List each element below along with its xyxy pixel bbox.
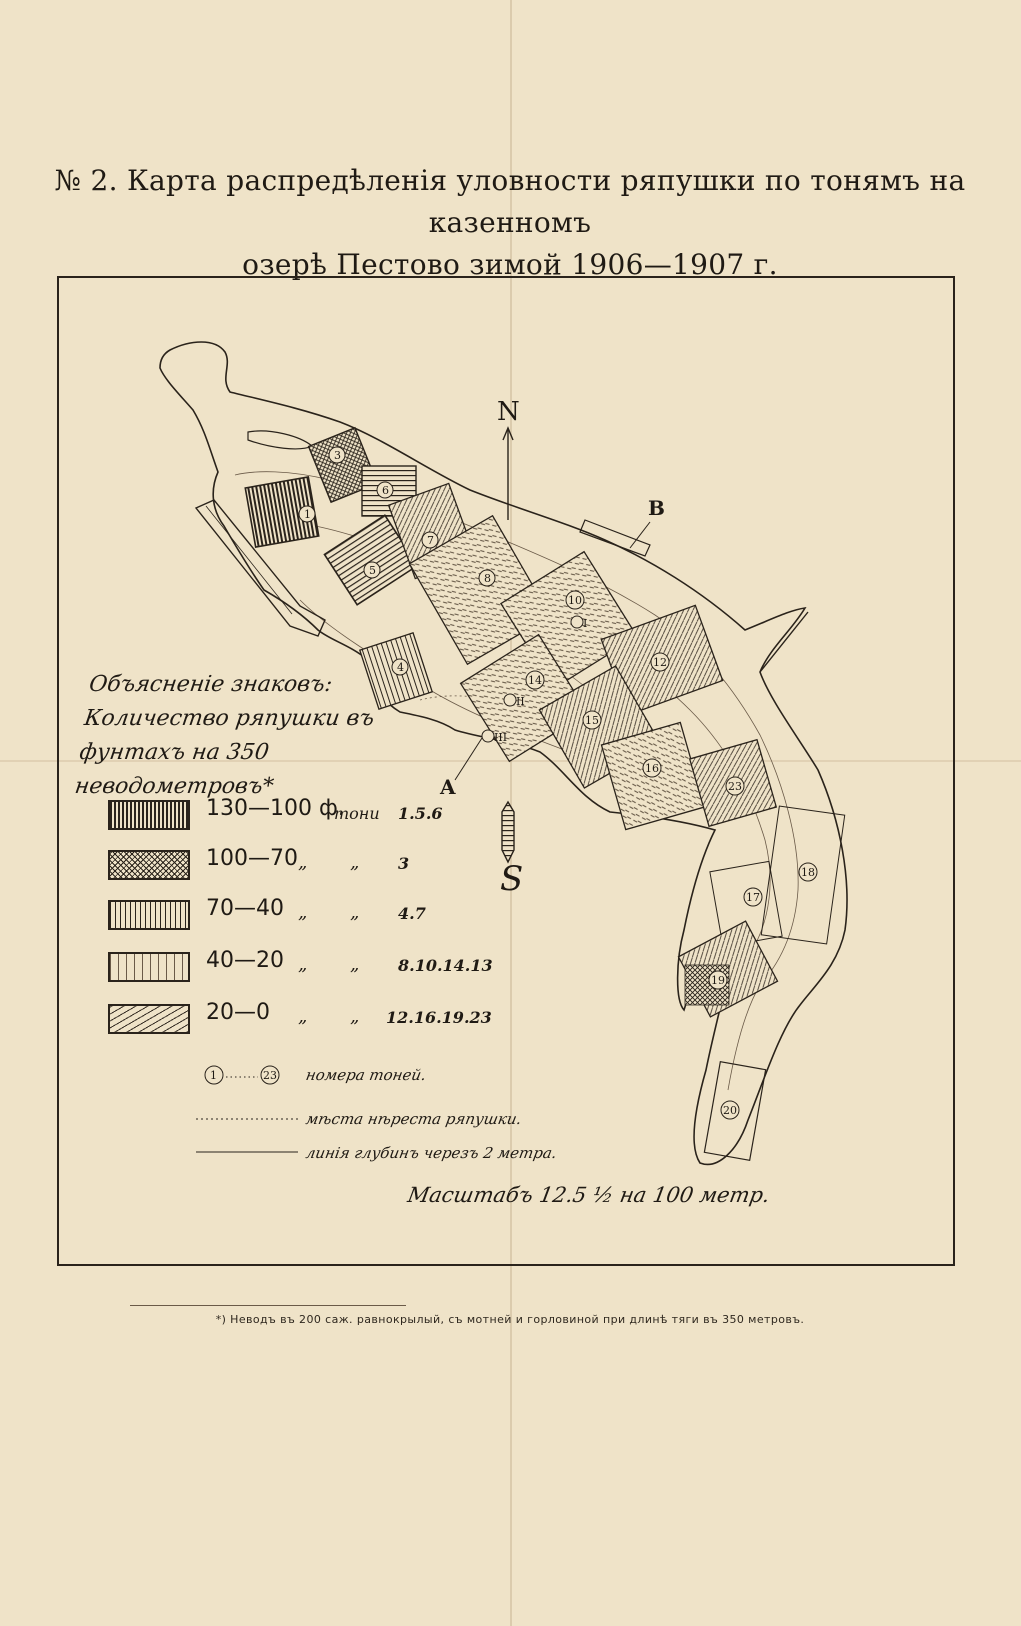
footnote-rule bbox=[130, 1305, 406, 1306]
legend-ditto-1: „ bbox=[298, 902, 308, 923]
svg-text:III: III bbox=[494, 731, 508, 744]
legend-tons: 1.5.6 bbox=[398, 804, 443, 823]
svg-text:8: 8 bbox=[484, 572, 491, 585]
legend-ditto-2: „ bbox=[350, 852, 360, 873]
svg-text:19: 19 bbox=[711, 974, 725, 987]
svg-text:1: 1 bbox=[304, 508, 311, 521]
point-b-label: B bbox=[648, 496, 665, 520]
svg-text:I: I bbox=[583, 617, 588, 630]
legend-tons: 8.10.14.13 bbox=[398, 956, 493, 975]
svg-text:14: 14 bbox=[528, 674, 542, 687]
legend-tons: 12.16.19.23 bbox=[386, 1008, 492, 1027]
footnote: *) Неводъ въ 200 саж. равнокрылый, съ мотней и горловиной при длинѣ тяги въ 350 метровъ. bbox=[215, 1313, 805, 1326]
legend-range: 100—70 bbox=[206, 846, 298, 871]
svg-text:10: 10 bbox=[568, 594, 582, 607]
svg-text:17: 17 bbox=[746, 891, 760, 904]
legend-ditto-2: „ bbox=[350, 954, 360, 975]
legend-ditto-1: „ bbox=[298, 852, 308, 873]
legend-range: 130—100 ф. bbox=[206, 796, 345, 821]
legend-range: 40—20 bbox=[206, 948, 284, 973]
point-a-label: A bbox=[440, 775, 456, 799]
south-label: S bbox=[500, 859, 524, 899]
legend-dotted-text: мѣста нѣреста ряпушки. bbox=[304, 1110, 524, 1128]
title-line-1: № 2. Карта распредѣленія уловности ряпушки по тонямъ на казенномъ bbox=[54, 164, 966, 239]
legend-tons: 4.7 bbox=[398, 904, 426, 923]
legend-ditto-2: „ bbox=[350, 902, 360, 923]
svg-text:23: 23 bbox=[263, 1069, 277, 1082]
svg-text:16: 16 bbox=[645, 762, 659, 775]
scale-text: Масштабъ 12.5 ½ на 100 метр. bbox=[405, 1183, 772, 1207]
legend-range: 70—40 bbox=[206, 896, 284, 921]
legend-ditto-1: „ bbox=[298, 1006, 308, 1027]
legend-tons: 3 bbox=[398, 854, 410, 873]
svg-text:4: 4 bbox=[397, 661, 404, 674]
legend-title-line-2: Количество ряпушки въ bbox=[82, 706, 376, 731]
north-label: N bbox=[497, 397, 520, 427]
title-line-2: озерѣ Пестово зимой 1906—1907 г. bbox=[242, 248, 778, 281]
legend-ton-word: тони bbox=[334, 804, 380, 823]
legend-ditto-1: „ bbox=[298, 954, 308, 975]
svg-text:23: 23 bbox=[728, 780, 742, 793]
svg-text:3: 3 bbox=[334, 449, 341, 462]
legend-range: 20—0 bbox=[206, 1000, 270, 1025]
svg-text:12: 12 bbox=[653, 656, 667, 669]
legend-ditto-2: „ bbox=[350, 1006, 360, 1027]
legend-solid-text: линія глубинъ черезъ 2 метра. bbox=[304, 1144, 559, 1162]
legend-numbers-text: номера тоней. bbox=[304, 1066, 428, 1084]
legend-title-line-1: Объясненіе знаковъ: bbox=[87, 672, 334, 697]
svg-text:II: II bbox=[516, 695, 525, 708]
svg-text:20: 20 bbox=[723, 1104, 737, 1117]
svg-text:6: 6 bbox=[382, 484, 389, 497]
svg-text:5: 5 bbox=[369, 564, 376, 577]
legend-title-line-3: фунтахъ на 350 неводометровъ* bbox=[73, 740, 276, 799]
svg-text:7: 7 bbox=[427, 534, 434, 547]
svg-text:15: 15 bbox=[585, 714, 599, 727]
svg-text:1: 1 bbox=[210, 1069, 217, 1082]
svg-text:18: 18 bbox=[801, 866, 815, 879]
